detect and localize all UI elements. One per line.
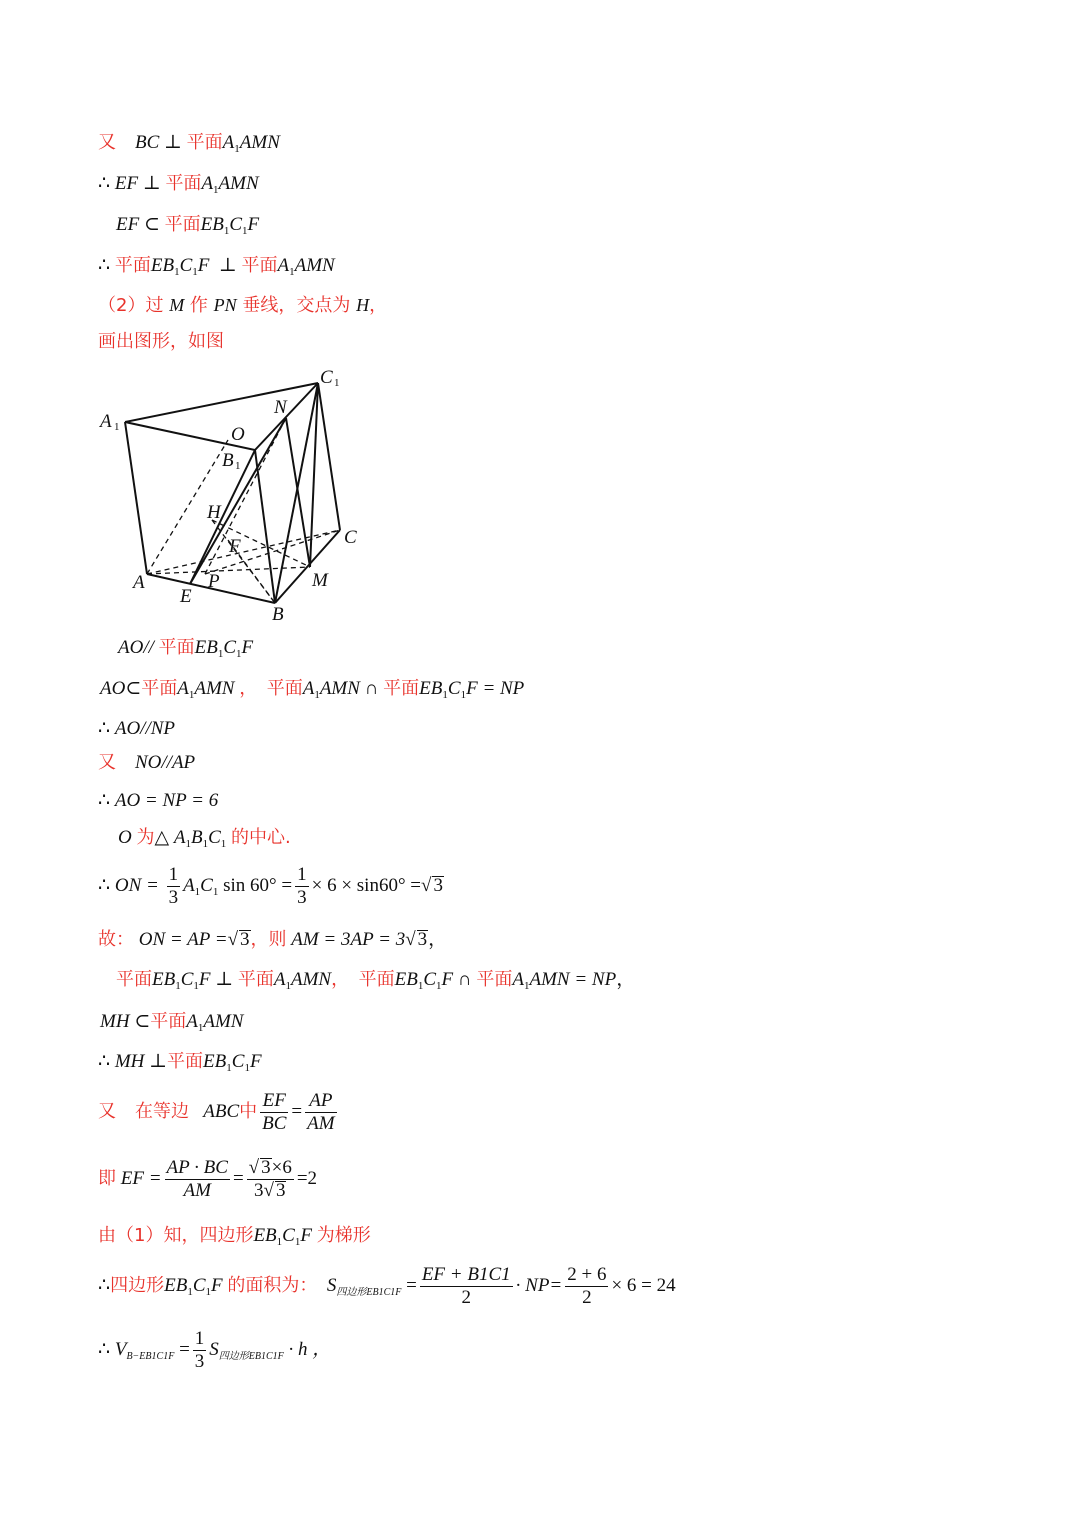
label-c1: C [320,367,333,388]
sqrt-value: 3 [275,1180,286,1201]
s-symbol: S [209,1338,219,1360]
label-c: C [344,527,357,548]
label-c1-sub: 1 [334,377,340,389]
plane-word: 平面 [167,1051,204,1072]
fraction-area [420,1264,513,1309]
perp-symbol: ⊥ [215,969,234,990]
therefore-symbol: ∴ [98,255,111,276]
line-5 [98,296,387,315]
ef-symbol: EF [114,173,139,194]
zai-word: 在等边 [135,1100,189,1122]
eq-symbol: = [406,1274,417,1296]
perp-symbol: ⊥ [164,132,182,153]
line-19 [98,1157,317,1202]
line-4: ∴ 平面$EB_1C_1F$ ⊥ 平面$A_1AMN$ [98,255,335,278]
part2-label: （2）过 [98,295,164,316]
plane-word: 平面 [150,1011,187,1032]
zhong-word: 中 [239,1100,258,1122]
plane-word: 平面 [266,678,303,699]
on-ap-equation: ON = AP = [138,929,228,950]
line-21: ∴四边形$EB_1C_1F$ 的面积为： $S_{四边形EB1C1F}$ = $\frac{EF + B1C1}{2}$ · NP= $\frac{2 + 6}{2}$ × 6 = 24 [98,1264,676,1308]
edge-c1-c [318,383,340,530]
label-e: E [180,586,192,607]
ji-word: 即 [98,1167,116,1189]
line-13: ∴ ON = $\frac{1}{3}$ $A_1C_1$ sin 60° = $\frac{1}{3}$ × 6 × sin60° =√ 3 [98,864,443,908]
m-symbol: M [169,295,185,315]
o-symbol: O [118,827,132,848]
result-two: =2 [296,1167,318,1189]
frac-num: EF [262,1090,286,1111]
plane-word: 平面 [141,678,178,699]
fraction-one-third [167,864,181,909]
you-word: 又 [98,132,116,153]
on-symbol: ON = [114,874,159,896]
perp-symbol: ⊥ [218,255,237,276]
ao-parallel: AO// [118,637,154,658]
therefore-symbol: ∴ [98,1338,111,1360]
therefore-symbol: ∴ [98,1051,111,1072]
sibianxing-word: 四边形 [110,1274,165,1296]
ef-symbol: EF [116,214,140,235]
plane-word: 平面 [358,969,395,990]
line-3: EF ⊂ 平面$EB_1C_1F$ [116,214,260,237]
label-b1-sub: 1 [235,460,241,472]
frac-den: AM [307,1113,335,1134]
sqrt-value: 3 [433,874,443,896]
ao-symbol: AO [100,678,126,699]
s-subscript: 四边形EB1C1F [218,1350,284,1362]
line-16: MH ⊂平面$A_1AMN$ [100,1011,244,1034]
frac-den: 3 [194,1351,205,1372]
label-b1: B [222,450,234,471]
subset-symbol: ⊂ [134,1011,151,1032]
label-m: M [312,570,328,591]
therefore-symbol: ∴ [98,718,111,739]
abc-symbol: ABC [203,1100,240,1122]
edge-b-c [275,530,340,603]
comma: ， [616,969,636,990]
line-14: 故： ON = AP =√ 3，则 AM = 3AP = 3√ 3， [98,929,448,950]
label-f: F [229,536,241,557]
line-12: O 为△ $A_1B_1C_1$ 的中心. [118,827,291,850]
eq-symbol: = [291,1100,303,1122]
label-a1-sub: 1 [114,421,120,433]
label-o: O [231,424,245,445]
wei-word: 为 [136,827,155,848]
plane-word: 平面 [241,255,278,276]
from-part1-text: 由（1）知，四边形 [98,1225,254,1246]
h-symbol: H [356,295,370,315]
plane-word: 平面 [476,969,513,990]
you-word: 又 [98,1100,116,1122]
line-10 [98,753,195,772]
label-a1: A [100,411,112,432]
frac-num: 1 [168,864,179,885]
perpendicular-text: 垂线，交点为 [242,295,351,316]
plane-word: 平面 [383,678,420,699]
ao-np-equation: AO = NP = 6 [114,790,219,811]
line-8: AO⊂平面$A_1AMN$ ， 平面$A_1AMN$ ∩ 平面$EB_1C_1F$ = NP [100,678,525,701]
area-result: × 6 = 24 [611,1274,676,1296]
sqrt-value: 3 [261,1157,271,1178]
s-symbol: S [326,1274,337,1296]
eq-np: = NP [482,678,525,699]
edge-a1-a [125,422,147,574]
ze-word: ，则 [250,929,287,950]
line-15: 平面$EB_1C_1F$ ⊥ 平面$A_1AMN$， 平面$EB_1C_1F$ ∩ 平面$A_1AMN$ = NP， [116,969,636,992]
frac-num: AP · BC [166,1157,228,1178]
sqrt-value: 3 [417,929,428,950]
center-text: 的中心. [231,827,291,848]
np-term: · NP= [515,1274,563,1296]
frac-num: EF + B1C1 [421,1264,511,1285]
therefore-symbol: ∴ [98,790,111,811]
frac-den: BC [262,1113,287,1134]
comma: ， [369,295,388,316]
gu-word: 故： [98,929,134,950]
therefore-symbol: ∴ [98,1274,111,1296]
fraction-ap-bc-am [165,1157,230,1202]
label-h: H [207,502,221,523]
bc-symbol: BC [135,132,160,153]
subset-symbol: ⊂ [143,214,160,235]
plane-word: 平面 [165,173,202,194]
sqrt-value: 3 [240,929,250,950]
line-a-m [147,567,310,574]
line-22 [98,1328,331,1373]
line-18 [98,1090,340,1135]
line-6: 画出图形，如图 [98,331,224,352]
plane-word: 平面 [237,969,274,990]
ef-equals: EF = [120,1167,162,1189]
am-equation: AM = 3AP = 3 [291,929,406,950]
fraction-one-third [193,1328,207,1373]
eq-symbol: = [232,1167,244,1189]
pn-symbol: PN [213,295,237,315]
line-17: ∴ MH ⊥平面$EB_1C_1F$ [98,1051,262,1074]
line-20: 由（1）知，四边形$EB_1C_1F$ 为梯形 [98,1225,371,1248]
frac-num: 1 [297,864,307,885]
v-subscript: B−EB1C1F [126,1350,175,1362]
label-a: A [133,572,145,593]
label-p: P [208,571,220,592]
you-word: 又 [98,752,116,773]
coef-three: 3 [254,1180,264,1201]
plane-word: 平面 [186,132,223,153]
frac-den: 2 [461,1287,471,1308]
label-n: N [274,397,287,418]
frac-num: AP [309,1090,333,1111]
frac-num: 2 + 6 [567,1264,607,1285]
plane-word: 平面 [114,255,151,276]
fraction-one-third-2 [295,864,309,909]
therefore-symbol: ∴ [98,874,111,896]
s-subscript: 四边形EB1C1F [336,1286,402,1298]
frac-den: AM [183,1180,211,1201]
no-parallel-ap: NO//AP [135,752,196,773]
therefore-symbol: ∴ [98,173,111,194]
h-term: · h ， [288,1338,332,1360]
trapezoid-text: 为梯形 [316,1225,371,1246]
eq-np: = NP [574,969,617,990]
times-six: ×6 [271,1157,292,1178]
zuo-word: 作 [189,295,208,316]
label-b: B [272,604,284,625]
perp-symbol: ⊥ [149,1051,168,1072]
eq-symbol: = [179,1338,190,1360]
frac-num: 1 [194,1328,205,1349]
plane-word: 平面 [164,214,201,235]
cap-symbol: ∩ [364,678,379,699]
frac-den: 3 [297,887,307,908]
frac-den: 3 [168,887,179,908]
cap-symbol: ∩ [457,969,472,990]
line-9 [98,719,175,738]
comma: ， [239,678,258,699]
comma: ， [428,929,448,950]
sin-expression: × 6 × sin60° = [311,874,422,896]
line-7: AO// 平面$EB_1C_1F$ [118,637,254,660]
edge-a1-c1 [125,383,318,422]
line-1: 又 BC ⊥ 平面$A_1AMN$ [98,132,280,155]
line-11 [98,791,218,810]
area-text: 的面积为： [227,1274,318,1296]
comma: ， [331,969,350,990]
v-symbol: V [114,1338,127,1360]
line-2: ∴ EF ⊥ 平面$A_1AMN$ [98,173,259,196]
plane-word: 平面 [116,969,152,990]
geometry-figure [95,360,385,630]
fraction-value [565,1264,608,1309]
fraction-ef-bc [260,1090,288,1135]
perp-symbol: ⊥ [142,173,161,194]
frac-den: 2 [582,1287,592,1308]
mh-symbol: MH [114,1051,145,1072]
triangle-symbol: △ [154,827,170,848]
plane-word: 平面 [158,637,195,658]
fraction-ap-am [305,1090,336,1135]
line-h-m [212,520,310,567]
fraction-sqrt: $\frac{√ 3\times 6}{3√ 3}$ [248,1157,292,1201]
subset-symbol: ⊂ [125,678,142,699]
mh-symbol: MH [100,1011,130,1032]
ao-parallel-np: AO//NP [114,718,176,739]
